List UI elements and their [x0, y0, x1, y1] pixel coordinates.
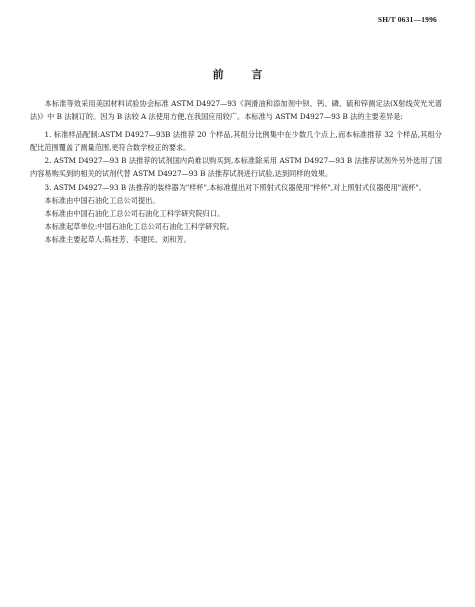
foreword-body	[30, 97, 442, 246]
paragraph-drafting-unit: 本标准起草单位:中国石油化工总公司石油化工科学研究院。	[44, 221, 234, 231]
paragraph-difference-3: 3. ASTM D4927—93 B 法推荐的装样器为"样杯",本标准提出对下照射式仪器使用"样杯",对上照射式仪器使用"液杯"。	[44, 182, 426, 192]
document-code: SH/T 0631—1996	[377, 15, 437, 24]
paragraph-difference-2: 2. ASTM D4927—93 B 法推荐的试剂国内尚难以购买到,本标准除采用 ASTM D4927—93 B 法推荐试剂外另外选用了国内容易购买到的相关的试剂代替 ASTM D4927—93 B 法推荐试剂进行试验,达到同样的效果。	[30, 156, 442, 179]
paragraph-drafters: 本标准主要起草人:陈桂芳、李建民、刘和芳。	[44, 234, 191, 244]
paragraph-proposer: 本标准由中国石油化工总公司提出。	[44, 195, 160, 205]
paragraph-responsible-unit: 本标准由中国石油化工总公司石油化工科学研究院归口。	[44, 208, 225, 218]
paragraph-difference-1: 1. 标准样品配制:ASTM D4927—93B 法推荐 20 个样品,其组分比例集中在少数几个点上,而本标准推荐 32 个样品,其组分配比范围覆盖了测量范围,更符合数学校正的要求。	[30, 130, 442, 153]
page-title: 前 言	[212, 68, 275, 81]
paragraph-intro: 本标准等效采用美国材料试验协会标准 ASTM D4927—93《润滑油和添加剂中钡、钙、磷、硫和锌测定法(X射线荧光光谱法)》中 B 法制订的。因为 B 法较 A 法使用方便,在我国应用较广。本标准与 ASTM D4927—93 B 法的主要差异是:	[30, 99, 442, 122]
